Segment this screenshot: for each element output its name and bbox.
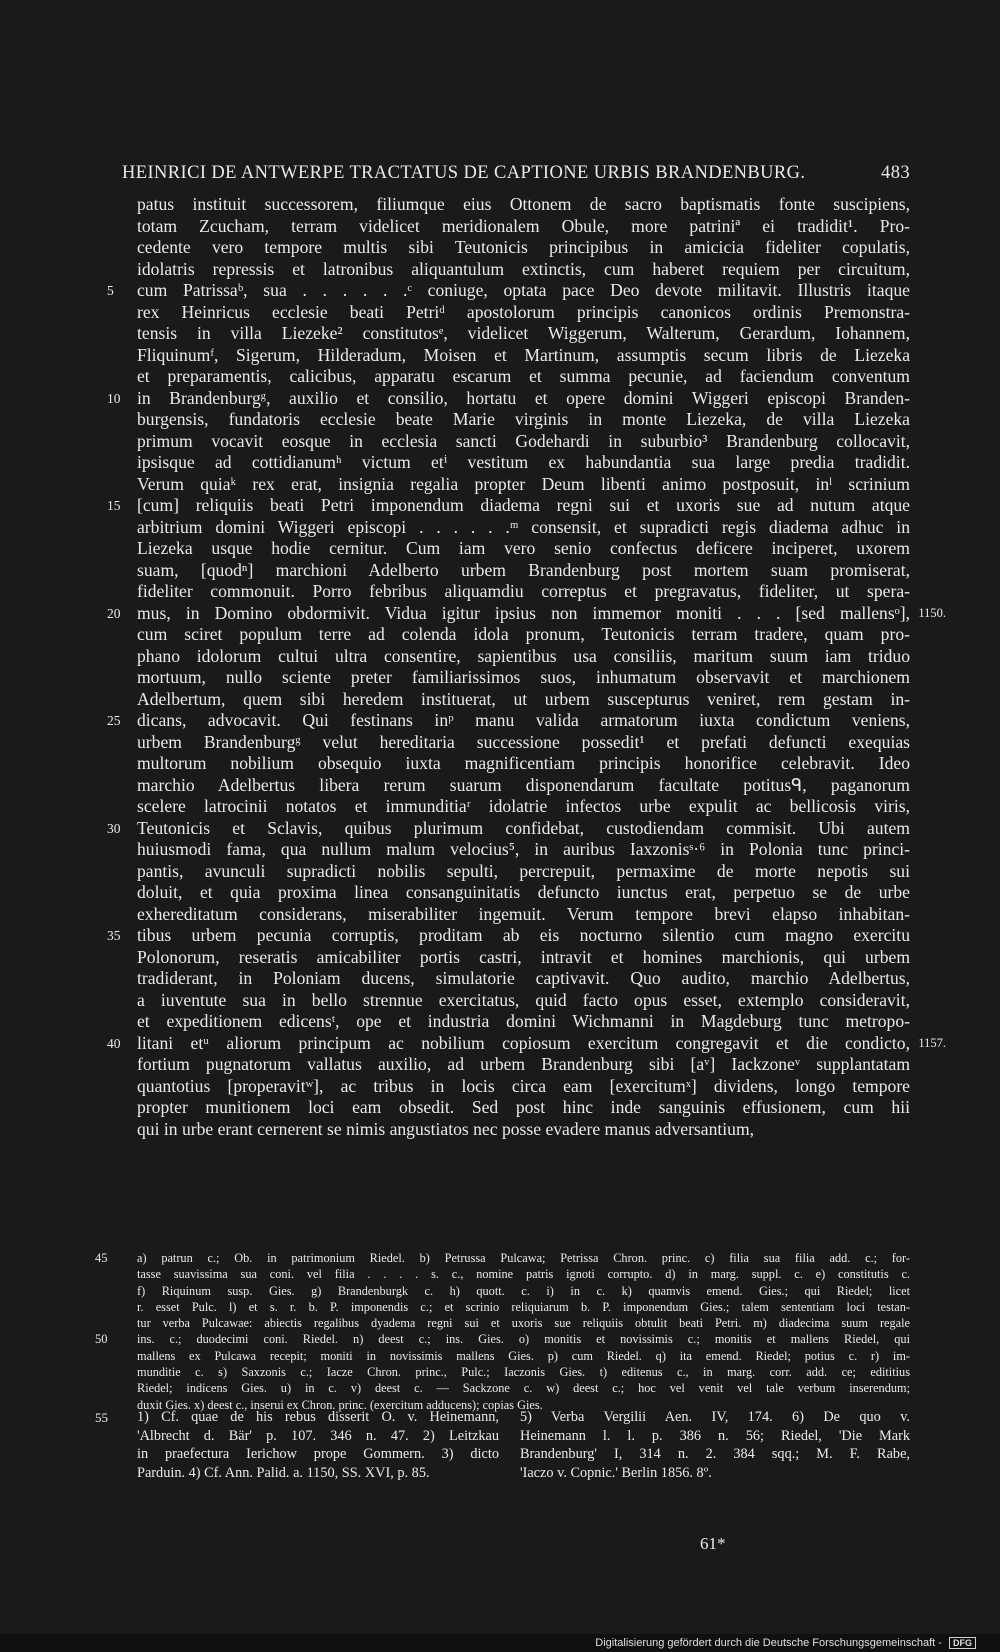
note-line <box>95 1331 910 1347</box>
line-number: 20 <box>107 605 121 621</box>
line-text: cedente vero tempore multis sibi Teutonicis principibus in amicicia fideliter copulatis, <box>137 237 910 257</box>
line-text: in Brandenburgᵍ, auxilio et consilio, hortatu et opere domini Wiggeri episcopi Branden- <box>137 387 910 408</box>
text-line <box>137 753 910 775</box>
line-text: Verum quiaᵏ rex erat, insignia regalia propter Deum libenti animo postposuit, inˡ scrinium <box>137 473 910 494</box>
text-line <box>137 796 910 818</box>
line-text: primum vocavit eosque in ecclesia sancti Godehardi in suburbio³ Brandenburg collocavit, <box>137 430 910 451</box>
text-line <box>137 366 910 388</box>
text-line <box>107 280 910 302</box>
line-text: mus, in Domino obdormivit. Vidua igitur ipsius non immemor moniti . . . [sed mallensᵒ], <box>137 602 910 623</box>
page-number: 483 <box>881 163 910 183</box>
note-text: Riedel; indicens Gies. u) in c. v) deest c. — Sackzone c. w) deest c.; hoc vel venit vel tale verbum inserendum; <box>137 1381 910 1396</box>
line-text: doluit, et quia proxima linea consanguinitatis defuncto iunctus erat, perpetuo se de urbe <box>137 882 910 902</box>
text-line <box>137 538 910 560</box>
commentary-left-column <box>137 1408 499 1483</box>
line-text: Fliquinumᶠ, Sigerum, Hilderadum, Moisen et Martinum, assumptis secum libris de Liezeka <box>137 344 910 365</box>
text-line <box>107 495 910 517</box>
text-line <box>137 904 910 926</box>
line-text: multorum nobilium obsequio iuxta magnificentiam principis honorifice celebravit. Ideo <box>137 753 910 773</box>
line-text: a iuventute sua in bello strennue exercitatus, quid facto opus esset, extemplo consideravit, <box>137 989 910 1010</box>
line-text: pantis, avunculi supradicti nobilis sepulti, percrepuit, permaxime de morte nepotis sui <box>137 860 910 881</box>
signature-mark: 61* <box>700 1534 726 1553</box>
text-line <box>137 861 910 883</box>
commentary-line: Brandenburg' I, 314 n. 2. 384 sqq.; M. F. Rabe, <box>520 1446 910 1463</box>
text-line <box>137 302 910 324</box>
text-line <box>137 968 910 990</box>
dfg-logo: DFG <box>949 1637 976 1649</box>
line-text: totam Zcucham, terram videlicet meridionalem Obule, more patriniª ei tradidit¹. Pro- <box>137 215 910 236</box>
line-text: et expeditionem edicensᵗ, ope et industria domini Wichmanni in Magdeburg tunc metropo- <box>137 1011 910 1031</box>
commentary-line: in praefectura Ierichow prope Gommern. 3) dicto <box>137 1446 499 1463</box>
text-line <box>107 710 910 732</box>
line-number: 30 <box>107 820 121 836</box>
note-line <box>137 1348 910 1364</box>
text-line <box>137 517 910 539</box>
line-text: urbem Brandenburgᵍ velut hereditaria successione possedit¹ et prefati defuncti exequias <box>137 731 910 752</box>
line-number: 40 <box>107 1035 121 1051</box>
critical-apparatus <box>95 1250 910 1413</box>
line-text: Adelbertum, quem sibi heredem instituerat, ut urbem suscepturus veniret, rem gestam in- <box>137 688 910 709</box>
line-text: tradiderant, in Poloniam ducens, simulatorie captivavit. Quo audito, marchio Adelbertus, <box>137 968 910 988</box>
note-line <box>137 1315 910 1331</box>
line-text: arbitrium domini Wiggeri episcopi . . . . . .ᵐ consensit, et supradicti regis diadema adhuc in <box>137 516 910 537</box>
note-text: mallens ex Pulcawa recepit; moniti in novissimis mallens Gies. p) cum Riedel. q) ita emend. Riedel; potius c. r) im- <box>137 1348 910 1363</box>
text-line <box>137 431 910 453</box>
running-header <box>122 163 910 184</box>
commentary-line: Parduin. 4) Cf. Ann. Palid. a. 1150, SS. XVI, p. 85. <box>137 1465 430 1482</box>
line-text: cum sciret populum terre ad colenda idola pronum, Teutonicis terram tradere, quam pro- <box>137 624 910 644</box>
line-number: 10 <box>107 390 121 406</box>
text-line <box>137 947 910 969</box>
margin-year: 1157. <box>918 1035 946 1050</box>
commentary-line: 'Albrecht d. Bär' p. 107. 346 n. 47. 2) Leitzkau <box>137 1427 499 1444</box>
digitization-credit <box>595 1637 976 1649</box>
text-line <box>137 689 910 711</box>
commentary-line: 1) Cf. quae de his rebus disserit O. v. Heinemann, <box>137 1409 499 1425</box>
line-number: 25 <box>107 713 121 728</box>
text-line <box>137 237 910 259</box>
text-line <box>137 581 910 603</box>
note-text: f) Riquinum susp. Gies. g) Brandenburgk c. h) quott. c. i) in c. k) quamvis emend. Gies.; qui Riedel; licet <box>137 1283 910 1298</box>
note-text: tasse suavissima sua coni. vel filia . . . . s. c., nomine patris ignoti corrupto. d) in marg. suppl. c. e) constitutis c. <box>137 1267 910 1282</box>
text-line <box>137 990 910 1012</box>
note-line <box>137 1283 910 1299</box>
line-number: 15 <box>107 498 121 513</box>
text-line <box>137 1076 910 1098</box>
line-text: fortium pugnatorum vallatus auxilio, ad urbem Brandenburg sibi [aᵛ] Iackzoneᵛ supplantatam <box>137 1054 910 1074</box>
line-text: patus instituit successorem, filiumque eius Ottonem de sacro baptismatis fonte suscipiens, <box>137 194 910 214</box>
note-text: tur verba Pulcawae: abiectis regalibus dyadema regni sui et uxoris sue reliquiis obtulit beati Petri. m) diadecima suum regale <box>137 1316 910 1331</box>
line-text: Teutonicis et Sclavis, quibus plurimum confidebat, custodiendam commisit. Ubi autem <box>137 817 910 838</box>
text-line <box>137 216 910 238</box>
line-text: scelere latrocinii notatos et immunditiaʳ idolatrie infectos urbe expulit ac bellicosis viris, <box>137 796 910 816</box>
note-text: munditie c. s) Saxzonis c.; Iacze Chron. princ., Pulc.; Iaczonis Gies. t) editenus c., in marg. corr. add. ce; edititius <box>137 1365 910 1380</box>
line-text: exhereditatum considerans, miserabiliter ingemuit. Verum tempore brevi elapso inhabitan- <box>137 903 910 924</box>
line-text: ipsisque ad cottidianumʰ victum etⁱ vestitum ex habundantia sua large predia tradidit. <box>137 452 910 472</box>
line-text: dicans, advocavit. Qui festinans inᵖ manu valida armatorum iuxta condictum veniens, <box>137 710 910 730</box>
note-line <box>137 1266 910 1282</box>
text-line <box>137 1119 910 1141</box>
text-line <box>137 345 910 367</box>
text-line <box>107 925 910 947</box>
text-line <box>137 560 910 582</box>
text-line <box>137 452 910 474</box>
text-line <box>107 387 910 410</box>
text-line <box>107 1032 946 1055</box>
margin-year: 1150. <box>918 605 946 620</box>
text-line <box>137 1011 910 1033</box>
text-line <box>137 882 910 904</box>
note-line <box>137 1364 910 1380</box>
note-text: r. esset Pulc. l) et s. r. b. P. imponendis c.; et scrinio reliquiarum b. P. imponendum Gies.; talem sententiam loci testan- <box>137 1299 910 1314</box>
commentary-notes <box>95 1408 910 1498</box>
text-line <box>137 667 910 689</box>
line-text: Polonorum, reseratis amicabiliter portis castri, intravit et homines marchionis, qui urbem <box>137 946 910 967</box>
text-line <box>137 839 910 861</box>
line-text: quantotius [properavitʷ], ac tribus in locis circa eam [exercitumˣ] dividens, longo tempore <box>137 1075 910 1096</box>
line-text: rex Heinricus ecclesie beati Petriᵈ apostolorum principis canonicos ordinis Premonstra- <box>137 301 910 322</box>
text-line <box>137 646 910 668</box>
note-line <box>95 1250 910 1266</box>
line-text: fideliter commonuit. Porro febribus aliquamdiu correptus et pregravatus, fideliter, ut spera- <box>137 581 910 601</box>
note-line <box>137 1380 910 1396</box>
line-text: [cum] reliquiis beati Petri imponendum diadema regni sui et uxoris sue ad nutum atque <box>137 495 910 515</box>
running-title: HEINRICI DE ANTWERPE TRACTATUS DE CAPTIONE URBIS BRANDENBURG. <box>122 163 806 183</box>
line-text: propter munitionem loci eam obsedit. Sed post hinc inde sanguinis effusionem, cum hii <box>137 1097 910 1117</box>
line-text: idolatris repressis et latronibus aliquantulum extinctis, cum haberet requiem per circuitum, <box>137 258 910 279</box>
line-text: burgensis, fundatoris ecclesie beate Marie virginis in monte Liezeka, de villa Liezeka <box>137 409 910 429</box>
line-number: 5 <box>107 283 114 298</box>
line-text: marchio Adelbertus libera rerum suarum disponendarum facultate potitusᑫ, paganorum <box>137 774 910 795</box>
line-number: 45 <box>95 1251 108 1265</box>
line-text: huiusmodi fama, qua nullum malum velocius⁵, in auribus Iaxzonisˢ·⁶ in Polonia tunc princi- <box>137 839 910 859</box>
note-text: a) patrun c.; Ob. in patrimonium Riedel. b) Petrussa Pulcawa; Petrissa Chron. princ. c) filia sua filia add. c.; for- <box>137 1251 910 1265</box>
text-line <box>137 474 910 496</box>
text-line <box>137 323 910 345</box>
text-line <box>137 624 910 646</box>
line-text: phano idolorum cultui ultra consentire, sapientibus usa consiliis, maritum suum iam triduo <box>137 645 910 666</box>
line-text: et preparamentis, calicibus, apparatu escarum et summa pecunie, ad faciendum conventum <box>137 366 910 386</box>
line-number: 35 <box>107 928 121 943</box>
line-text: suam, [quodⁿ] marchioni Adelberto urbem Brandenburg post mortem suam promiserat, <box>137 559 910 580</box>
line-text: litani etᵘ aliorum principum ac nobilium copiosum exercitum congregavit et die condicto, <box>137 1032 910 1053</box>
text-line <box>137 775 910 797</box>
line-text: cum Patrissaᵇ, sua . . . . . .ᶜ coniuge, optata pace Deo devote militavit. Illustris itaque <box>137 280 910 300</box>
line-text: mortuum, nullo sciente preter familiarissimos suos, inhumatum observavit et marchionem <box>137 667 910 687</box>
credit-text: Digitalisierung gefördert durch die Deutsche Forschungsgemeinschaft - <box>595 1637 942 1649</box>
line-text: Liezeka usque hodie cernitur. Cum iam vero senio confectus deficere inciperet, uxorem <box>137 538 910 558</box>
commentary-right-column <box>520 1408 910 1483</box>
text-line <box>137 194 910 216</box>
main-text <box>107 194 946 1140</box>
text-line <box>137 409 910 431</box>
commentary-line: 'Iaczo v. Copnic.' Berlin 1856. 8º. <box>520 1465 712 1482</box>
text-line <box>137 259 910 281</box>
text-line <box>137 1054 910 1076</box>
text-line <box>137 732 910 754</box>
text-line <box>107 602 946 625</box>
line-number: 55 <box>95 1410 108 1425</box>
line-text: qui in urbe erant cernerent se nimis angustiatos nec posse evadere manus adversantium, <box>137 1118 755 1139</box>
commentary-line: Heinemann l. l. p. 386 n. 56; Riedel, 'Die Mark <box>520 1427 910 1444</box>
text-line <box>107 817 910 840</box>
commentary-line: 5) Verba Vergilii Aen. IV, 174. 6) De quo v. <box>520 1409 910 1425</box>
note-line <box>137 1299 910 1315</box>
line-text: tibus urbem pecunia corruptis, proditam ab eis nocturno silentio cum magno exercitu <box>137 925 910 945</box>
text-line <box>137 1097 910 1119</box>
line-text: tensis in villa Liezeke² constitutosᵉ, videlicet Wiggerum, Walterum, Gerardum, Iohannem, <box>137 323 910 343</box>
note-text: duxit Gies. x) deest c., inserui ex Chron. princ. (exercitum adducens); copias Gies. <box>137 1397 543 1412</box>
note-text: ins. c.; duodecimi coni. Riedel. n) deest c.; ins. Gies. o) monitis et novissimis c.; monitis et mallens Riedel, qui <box>137 1332 910 1347</box>
line-number: 50 <box>95 1332 108 1347</box>
